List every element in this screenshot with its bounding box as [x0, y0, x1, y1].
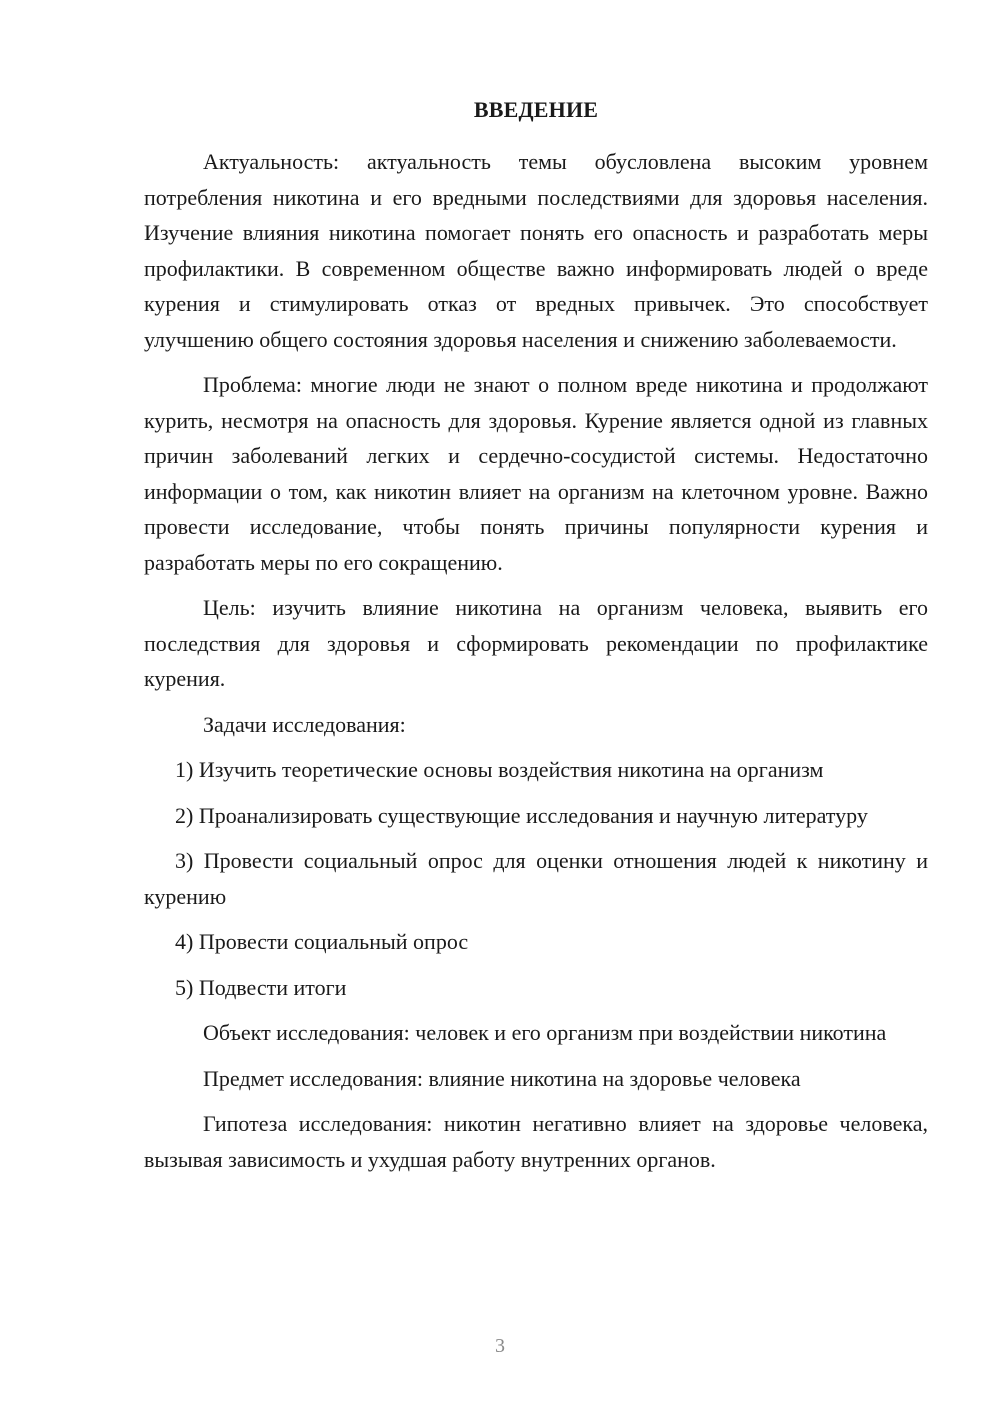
problem-paragraph: Проблема: многие люди не знают о полном вреде никотина и продолжают курить, несмотря на опасность для здоровья. Курение является одной из главных причин заболеваний легких и сердечно-сосудистой системы. Недостаточно информации о том, как никотин влияет на организм на клеточном уровне. Важно провести исследование, чтобы понять причины популярности курения и разработать меры по его сокращению. — [144, 372, 928, 575]
tasks-list — [144, 752, 928, 1005]
document-body — [144, 94, 928, 1187]
page-number: 3 — [495, 1335, 505, 1357]
task-item-1: 1) Изучить теоретические основы воздействия никотина на организм — [175, 757, 824, 782]
tasks-title: Задачи исследования: — [203, 711, 406, 737]
goal-paragraph: Цель: изучить влияние никотина на организм человека, выявить его последствия для здоровья и сформировать рекомендации по профилактике курения. — [144, 595, 928, 691]
task-item-4: 4) Провести социальный опрос — [175, 929, 469, 954]
hypothesis-paragraph: Гипотеза исследования: никотин негативно влияет на здоровье человека, вызывая зависимость и ухудшая работу внутренних органов. — [144, 1111, 928, 1172]
section-heading: ВВЕДЕНИЕ — [473, 97, 599, 122]
object-paragraph: Объект исследования: человек и его организм при воздействии никотина — [203, 1020, 887, 1045]
task-item-2: 2) Проанализировать существующие исследования и научную литературу — [175, 802, 868, 828]
subject-paragraph: Предмет исследования: влияние никотина на здоровье человека — [203, 1065, 801, 1091]
task-item-5: 5) Подвести итоги — [175, 974, 347, 1000]
relevance-paragraph: Актуальность: актуальность темы обусловлена высоким уровнем потребления никотина и его вредными последствиями для здоровья населения. Изучение влияния никотина помогает понять его опасность и разработать меры профилактики. В современном обществе важно информировать людей о вреде курения и стимулировать отказ от вредных привычек. Это способствует улучшению общего состояния здоровья населения и снижению заболеваемости. — [144, 149, 928, 352]
task-item-3: 3) Провести социальный опрос для оценки отношения людей к никотину и курению — [144, 848, 928, 909]
